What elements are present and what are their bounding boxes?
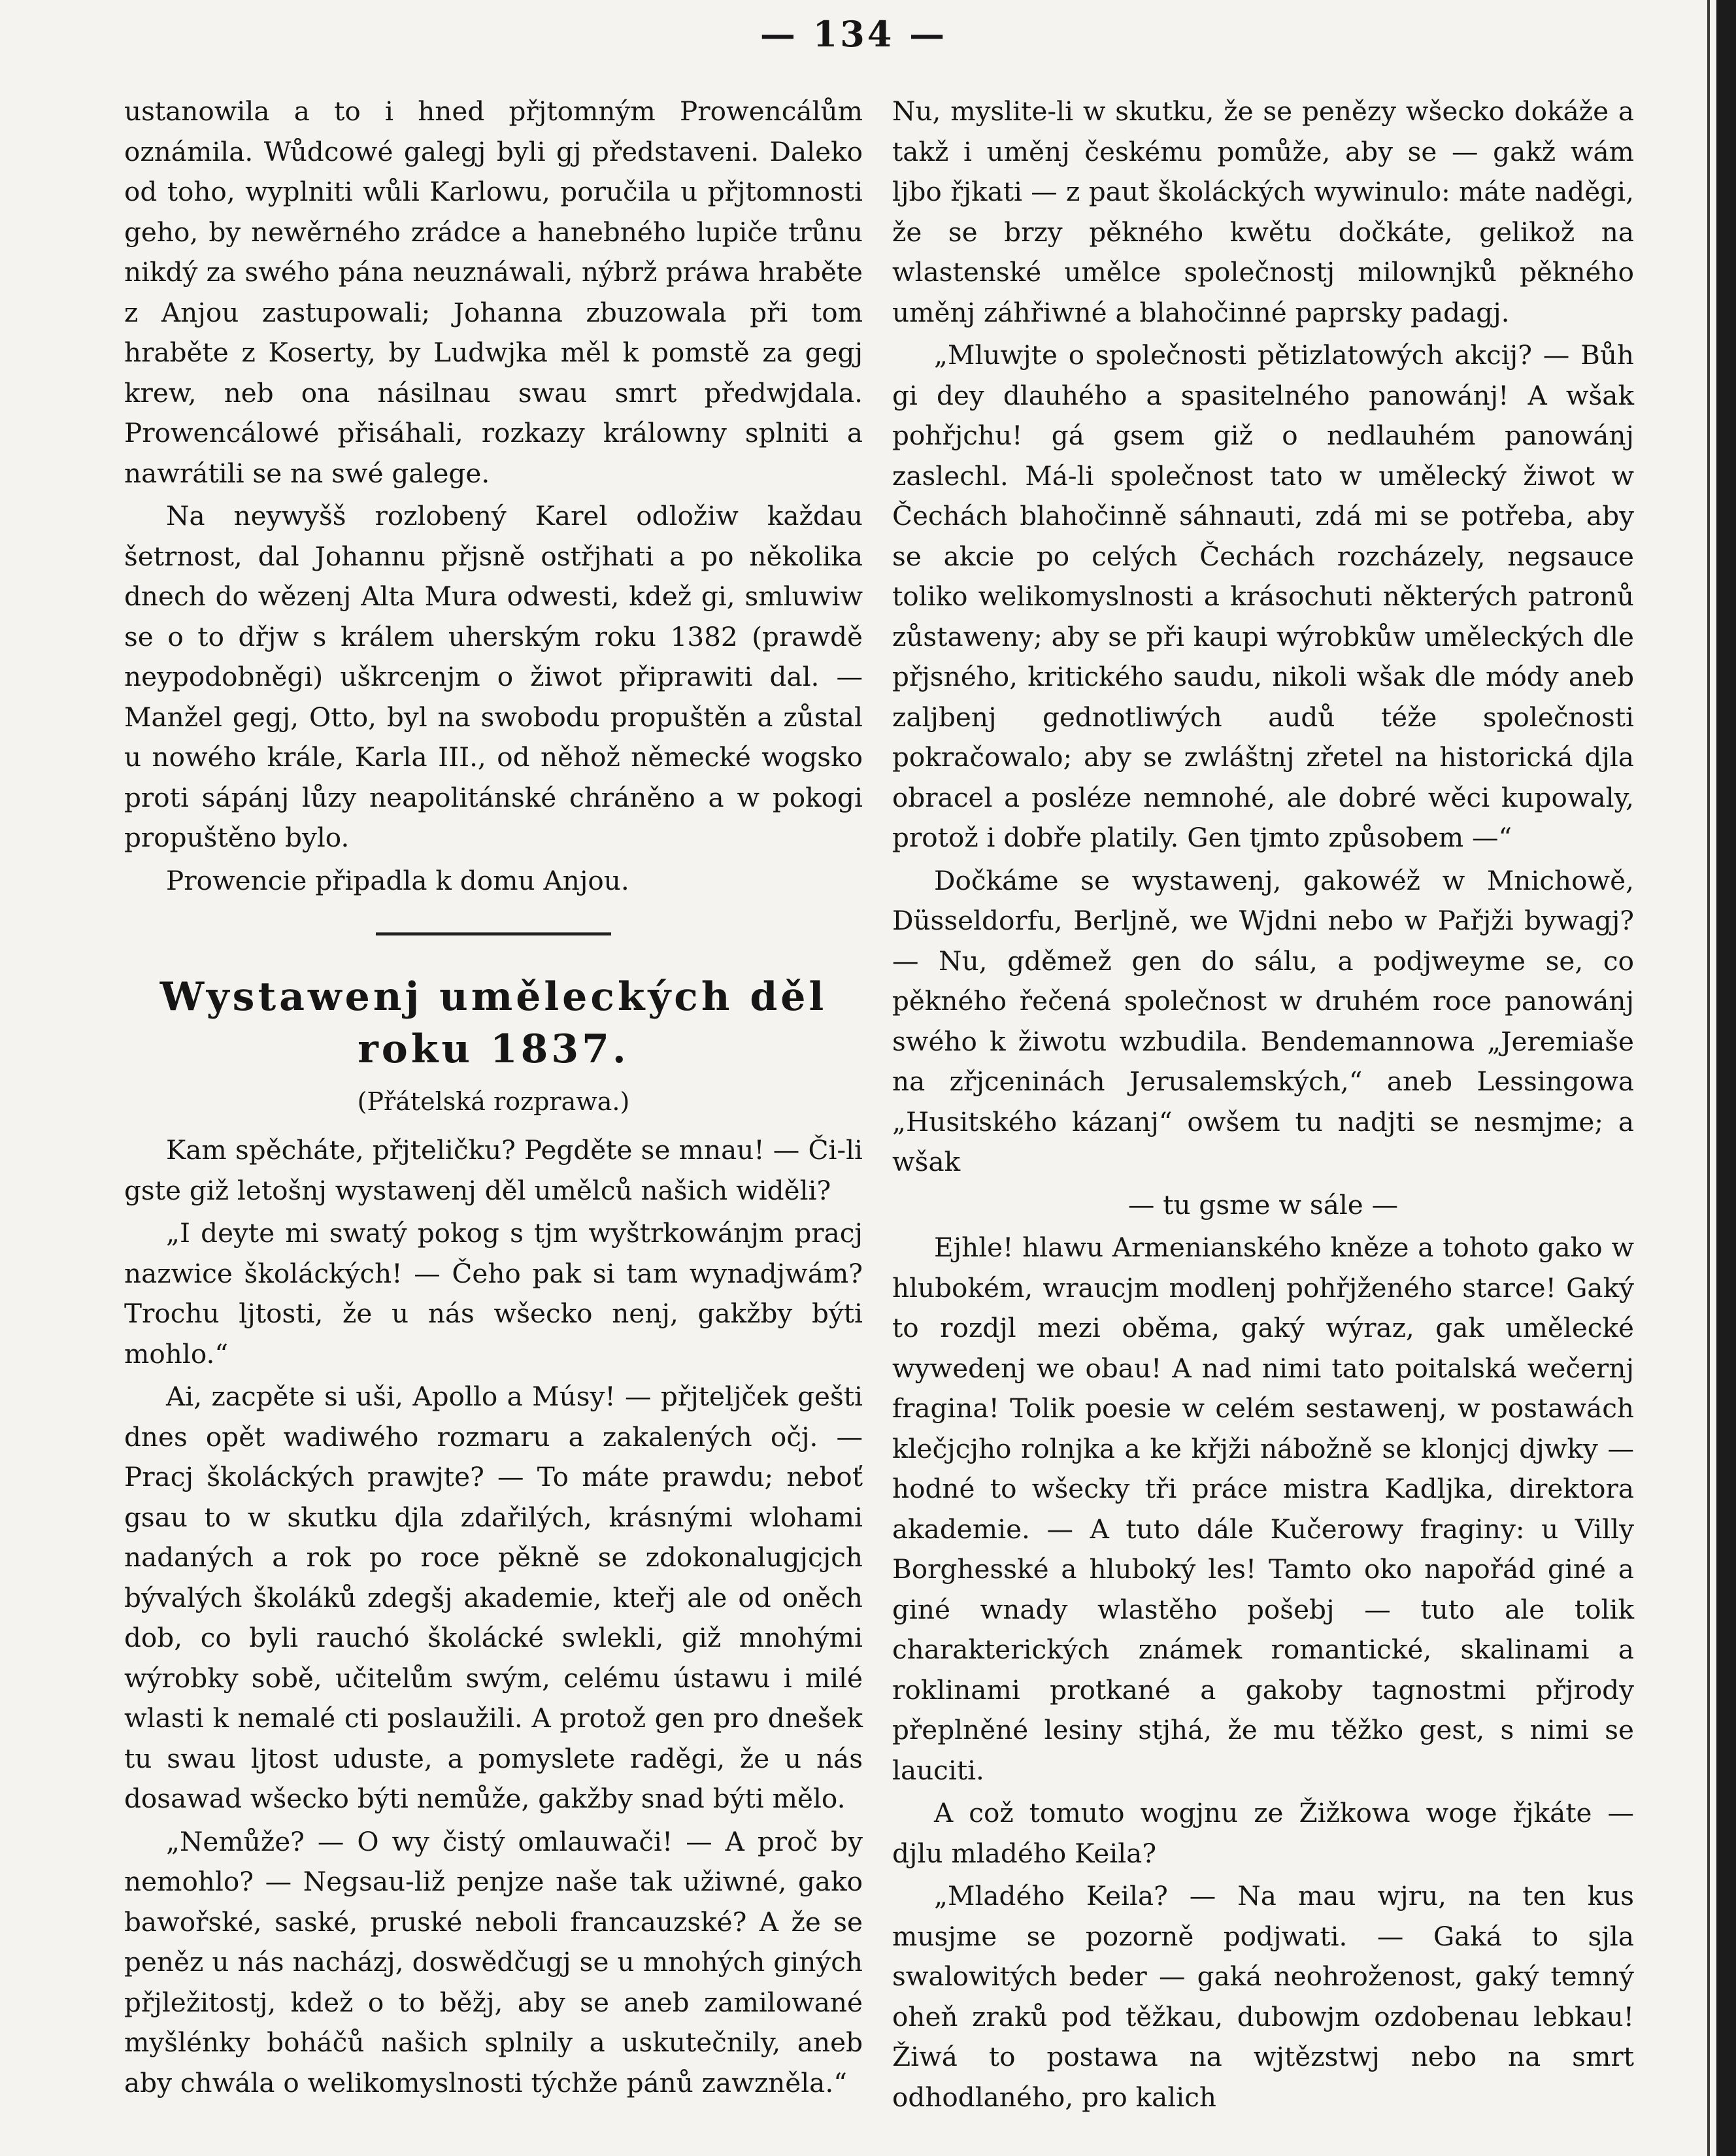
right-paragraph-2: „Mluwjte o společnosti pětizlatowých akcij? — Bůh gi dey dlauhého a spasitelného panowánj! A wšak pohřjchu! gá gsem giž o nedlauhém panowánj zaslechl. Má-li společnost tato w umělecký žiwot w Čechách blahočinně sáhnauti, zdá mi se potřeba, aby se akcie po celých Čechách rozcházely, negsauce toliko welikomyslnosti a krásochuti některých patronů zůstaweny; aby se při kaupi wýrobkůw uměleckých dle přjsného, kritického saudu, nikoli wšak dle módy aneb zaljbenj gednotliwých audů téže společnosti pokračowalo; aby se zwláštnj zřetel na historická djla obracel a posléze nemnohé, ale dobré wěci kupowaly, protož i dobře platily. Gen tjmto způsobem —“ [892, 339, 1634, 853]
right-paragraph-5: Ejhle! hlawu Armenianského kněze a tohoto gako w hlubokém, wraucjm modlenj pohřjženého starce! Gaký to rozdjl mezi oběma, gaký wýraz, gak umělecké wywedenj we obau! A nad nimi tato poitalská wečernj fragina! Tolik poesie w celém sestawenj, w postawách klečjcjho rolnjka a ke křjži nábožně se klonjcj djwky — hodné to wšecky tři práce mistra Kadljka, direktora akademie. — A tuto dále Kučerowy fraginy: u Villy Borghesské a hluboký les! Tamto oko napořád giné a giné wnady wlastěho pošebj — tuto ale tolik charakterických známek romantické, skalinami a roklinami protkané a gakoby tagnostmi přjrody přeplněné lesiny stjhá, že mu těžko gest, s nimi se lauciti. [892, 1232, 1634, 1786]
header-dash-left: — [760, 13, 798, 55]
article-paragraph-2: „I deyte mi swatý pokog s tjm wyštrkowánjm pracj nazwice školáckých! — Čeho pak si tam wynadjwám? Trochu ljtosti, že u nás wšecko nenj, gakžby býti mohlo.“ [124, 1217, 863, 1370]
right-paragraph-4: — tu gsme w sále — [1127, 1188, 1399, 1221]
article-paragraph-4: „Nemůže? — O wy čistý omlauwači! — A proč by nemohlo? — Negsau-liž penjze naše tak užiwné, gako bawořské, saské, pruské neboli francauzské? A že se peněz u nás nacházj, doswědčugj se u mnohých giných přjležitostj, kdež o to běžj, aby se aneb zamilowané myšlénky boháčů našich splnily a uskutečnily, aneb aby chwála o welikomyslnosti týchže pánů zawzněla.“ [124, 1825, 863, 2098]
right-column [892, 92, 1634, 2120]
page-binding-shadow [1707, 0, 1710, 2156]
left-paragraph-1: ustanowila a to i hned přjtomným Prowencálům oznámila. Wůdcowé galegj byli gj představeni. Daleko od toho, wyplniti wůli Karlowu, poručila u přjtomnosti geho, by newěrného zrádce a hanebného lupiče trůnu nikdý za swého pána neuznáwali, nýbrž práwa hraběte z Anjou zastupowali; Johanna zbuzowala při tom hraběte z Koserty, by Ludwjka měl k pomstě za gegj krew, neb ona násilnau swau smrt předwjdala. Prowencálowé přisáhali, rozkazy králowny splniti a nawrátili se na swé galege. [124, 95, 863, 489]
section-divider [376, 932, 611, 935]
article-title: Wystawenj uměleckých děl roku 1837. [159, 974, 827, 1072]
right-paragraph-3: Dočkáme se wystawenj, gakowéž w Mnichowě, Düsseldorfu, Berljně, we Wjdni nebo w Pařjži bywagj? — Nu, gděmež gen do sálu, a podjweyme se, co pěkného řečená společnost w druhém roce panowánj swého k žiwotu wzbudila. Bendemannowa „Jeremiaše na zřjceninách Jerusalemských,“ aneb Lessingowa „Husitského kázanj“ owšem tu nadjti se nesmjme; a wšak [892, 864, 1634, 1177]
page-edge [1716, 0, 1736, 2156]
page-number: 134 [812, 13, 895, 55]
right-paragraph-6: A což tomuto wogjnu ze Žižkowa woge řjkáte — djlu mladého Keila? [892, 1797, 1634, 1869]
right-paragraph-1: Nu, myslite-li w skutku, že se penězy wšecko dokáže a takž i uměnj českému pomůže, aby se — gakž wám ljbo řjkati — z paut školáckých wywinulo: máte naděgi, že se brzy pěkného kwětu dočkáte, gelikož na wlastenské umělce společnostj milownjků pěkného uměnj záhřiwné a blahočinné paprsky padagj. [892, 95, 1634, 328]
article-paragraph-3: Ai, zacpěte si uši, Apollo a Músy! — přjteljček gešti dnes opět wadiwého rozmaru a zakalených očj. — Pracj školáckých prawjte? — To máte prawdu; neboť gsau to w skutku djla zdařilých, krásnými wlohami nadaných a rok po roce pěkně se zdokonalugjcjch bývalých školáků zdegšj akademie, kteřj ale od oněch dob, co byli rauchó školácké swlekli, giž mnohými wýrobky sobě, učitelům swým, celému ústawu i milé wlasti k nemalé cti poslaužili. A protož gen pro dnešek tu swau ljtost uduste, a pomyslete raděgi, že u nás dosawad wšecko býti nemůže, gakžby snad býti mělo. [124, 1381, 863, 1814]
article-subtitle: (Přátelská rozprawa.) [357, 1087, 630, 1116]
left-paragraph-2: Na neywyšš rozlobený Karel odložiw každau šetrnost, dal Johannu přjsně ostřjhati a po několika dnech do wězenj Alta Mura odwesti, kdež gi, smluwiw se o to dřjw s králem uherským roku 1382 (prawdě neypodobněgi) uškrcenjm o žiwot připrawiti dal. — Manžel gegj, Otto, byl na swobodu propuštěn a zůstal u nowého krále, Karla III., od něhož německé wogsko proti sápánj lůzy neapolitánské chráněno a w pokogi propuštěno bylo. [124, 500, 863, 853]
page-header [0, 13, 1707, 55]
left-column [124, 92, 863, 2106]
left-paragraph-3: Prowencie připadla k domu Anjou. [166, 864, 629, 896]
right-paragraph-7: „Mladého Keila? — Na mau wjru, na ten kus musjme se pozorně podjwati. — Gaká to sjla swalowitých beder — gaká neohroženost, gaký temný oheň zraků pod těžkau, dubowjm ozdobenau lebkau! Žiwá to postawa na wjtězstwj nebo na smrt odhodlaného, pro kalich [892, 1880, 1634, 2113]
article-paragraph-1: Kam spěcháte, přjteličku? Pegděte se mnau! — Či-li gste giž letošnj wystawenj děl umělců našich widěli? [124, 1134, 863, 1206]
header-dash-right: — [909, 13, 948, 55]
